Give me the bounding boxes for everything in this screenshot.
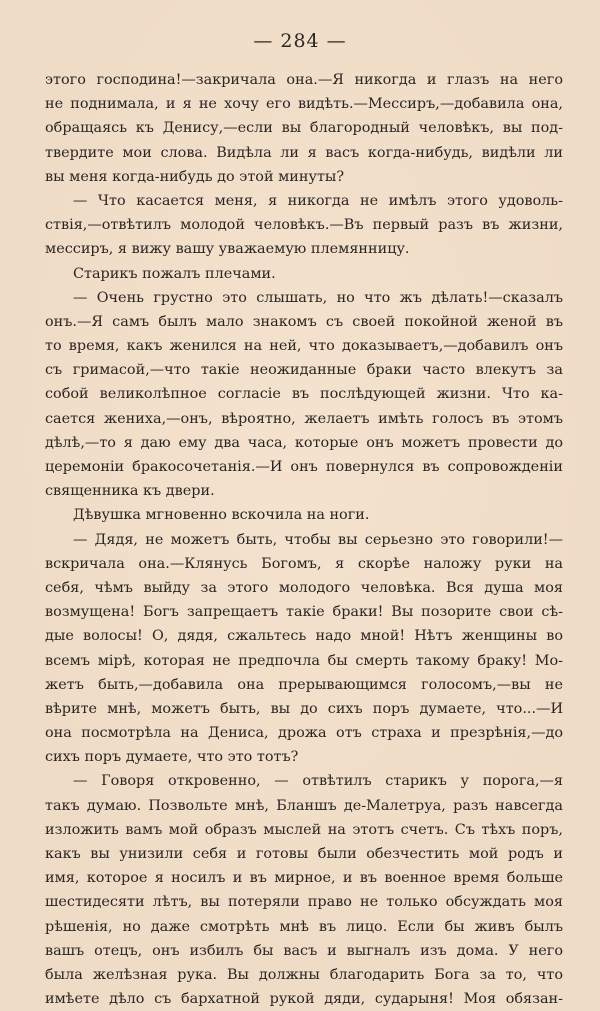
text-line: дые волосы! О, дядя, сжальтесь надо мной! Нѣтъ женщины во xyxy=(45,628,563,645)
text-line: всемъ мірѣ, которая не предпочла бы смерть такому браку! Мо- xyxy=(45,652,563,669)
text-line: мессиръ, я вижу вашу уважаемую племянницу. xyxy=(45,241,410,258)
text-line: какъ вы унизили себя и готовы были обезчестить мой родъ и xyxy=(45,846,563,862)
text-line: изложить вамъ мой образъ мыслей на этотъ счетъ. Съ тѣхъ поръ, xyxy=(45,821,563,838)
text-line: ствія,—отвѣтилъ молодой человѣкъ.—Въ первый разъ въ жизни, xyxy=(45,217,563,234)
text-line: — Говоря откровенно, — отвѣтилъ старикъ у порога,—я xyxy=(73,773,563,790)
text-line: церемоніи бракосочетанія.—И онъ повернулся въ сопровожденіи xyxy=(45,459,563,475)
text-line: себя, чѣмъ выйду за этого молодого человѣка. Вся душа моя xyxy=(45,579,563,596)
text-line: имѣете дѣло съ бархатной рукой дяди, сударыня! Моя обязан- xyxy=(45,991,563,1008)
text-line: сихъ поръ думаете, что это тотъ? xyxy=(45,749,299,766)
text-line: вы меня когда-нибудь до этой минуты? xyxy=(45,168,345,185)
text-line: то время, какъ женился на ней, что доказываетъ,—добавилъ онъ xyxy=(45,338,563,355)
text-line: — Очень грустно это слышать, но что жъ дѣлать!—сказалъ xyxy=(73,289,563,306)
text-line: имя, которое я носилъ и въ мирное, и въ военное время больше xyxy=(45,870,563,887)
text-line: этого господина!—закричала она.—Я никогда и глазъ на него xyxy=(45,72,563,88)
text-line: собой великолѣпное согласіе въ послѣдующей жизни. Что ка- xyxy=(45,386,563,403)
body-text xyxy=(45,68,563,1011)
text-line: съ гримасой,—что такіе неожиданные браки часто влекутъ за xyxy=(45,362,563,379)
text-line: священника къ двери. xyxy=(45,483,215,500)
text-line: не поднимала, и я не хочу его видѣть.—Мессиръ,—добавила она, xyxy=(45,96,563,113)
text-line: жетъ быть,—добавила она прерывающимся голосомъ,—вы не xyxy=(45,676,563,693)
text-line: вскричала она.—Клянусь Богомъ, я скорѣе наложу руки на xyxy=(45,555,563,572)
text-line: — Что касается меня, я никогда не имѣлъ этого удоволь- xyxy=(73,192,563,209)
text-line: онъ.—Я самъ былъ мало знакомъ съ своей покойной женой въ xyxy=(45,313,563,330)
text-line: возмущена! Богъ запрещаетъ такіе браки! Вы позорите свои сѣ- xyxy=(45,604,563,621)
text-line: шестидесяти лѣтъ, вы потеряли право не только обсуждать моя xyxy=(45,894,563,911)
text-line: рѣшенія, но даже смотрѣть мнѣ въ лицо. Если бы живъ былъ xyxy=(45,918,563,935)
text-line: сается жениха,—онъ, вѣроятно, желаетъ имѣть голосъ въ этомъ xyxy=(45,410,563,427)
text-line: Дѣвушка мгновенно вскочила на ноги. xyxy=(73,507,370,524)
text-line: твердите мои слова. Видѣла ли я васъ когда-нибудь, видѣли ли xyxy=(45,144,563,161)
text-line: вашъ отецъ, онъ избилъ бы васъ и выгналъ изъ дома. У него xyxy=(45,942,563,959)
text-line: дѣлѣ,—то я даю ему два часа, которые онъ можетъ провести до xyxy=(45,434,563,451)
text-line: была желѣзная рука. Вы должны благодарить Бога за то, что xyxy=(45,966,563,983)
page-number: — 284 — xyxy=(253,30,347,52)
text-line: Старикъ пожалъ плечами. xyxy=(73,265,276,282)
text-line: обращаясь къ Денису,—если вы благородный человѣкъ, вы под- xyxy=(45,120,563,137)
text-line: она посмотрѣла на Дениса, дрожа отъ страха и презрѣнія,—до xyxy=(45,725,563,742)
text-line: вѣрите мнѣ, можетъ быть, вы до сихъ поръ думаете, что...—И xyxy=(45,700,563,717)
text-line: — Дядя, не можетъ быть, чтобы вы серьезно это говорили!— xyxy=(73,531,563,548)
text-line: такъ думаю. Позвольте мнѣ, Бланшъ де-Малетруа, разъ навсегда xyxy=(45,797,563,814)
